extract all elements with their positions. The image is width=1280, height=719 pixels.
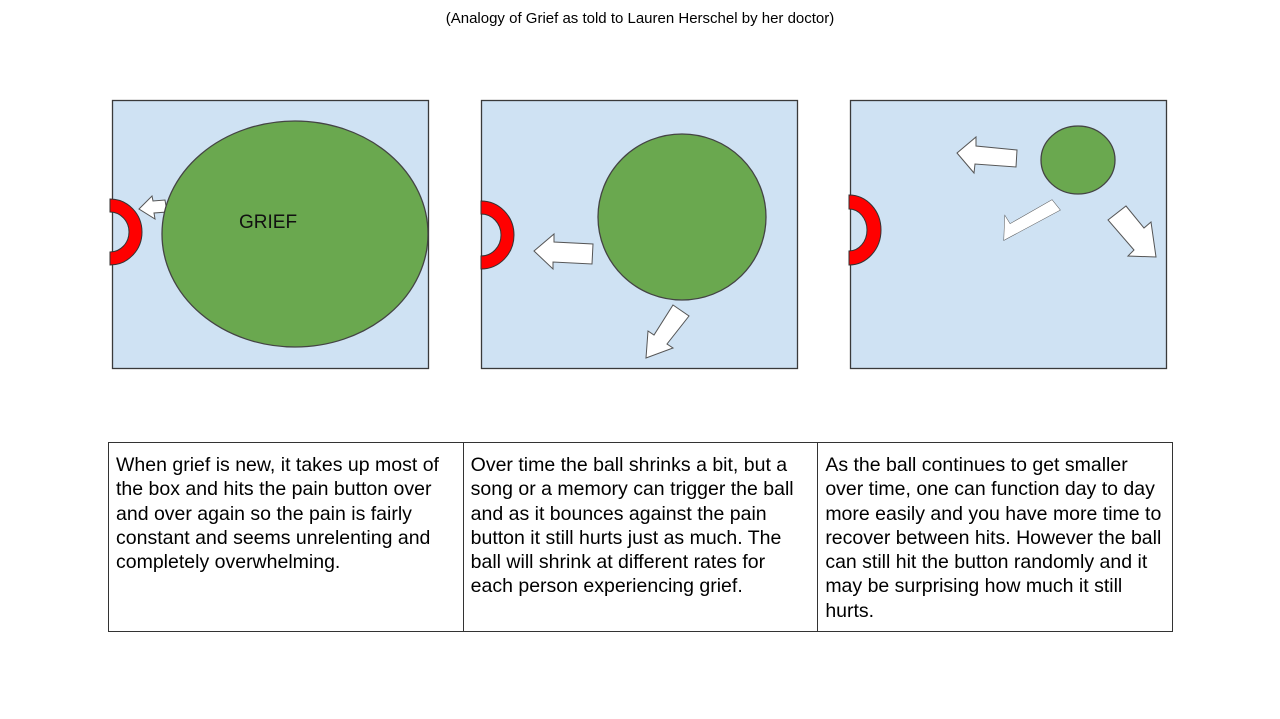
caption-table [108,442,1173,632]
grief-ball [162,121,428,347]
grief-box-panel-3 [850,100,1167,369]
caption-cell-2: Over time the ball shrinks a bit, but a song or a memory can trigger the ball and as it bounces against the pain button it still hurts just as much. The ball will shrink at different rates for each person experiencing grief. [463,443,818,632]
grief-box-diagram-3 [850,100,1167,369]
grief-box-panel-1 [112,100,429,369]
grief-box-diagram-1 [112,100,429,369]
page-title: (Analogy of Grief as told to Lauren Herschel by her doctor) [445,10,835,27]
caption-cell-3: As the ball continues to get smaller over time, one can function day to day more easily and you have more time to recover between hits. However the ball can still hit the button randomly and it may be surprising how much it still hurts. [818,443,1173,632]
grief-box-panel-2 [481,100,798,369]
caption-cell-1: When grief is new, it takes up most of the box and hits the pain button over and over again so the pain is fairly constant and seems unrelenting and completely overwhelming. [109,443,464,632]
grief-box-diagram-2 [481,100,798,369]
caption-row [109,443,1173,632]
grief-ball-label: GRIEF [239,212,298,233]
grief-ball [1041,126,1115,194]
grief-ball [598,134,766,300]
